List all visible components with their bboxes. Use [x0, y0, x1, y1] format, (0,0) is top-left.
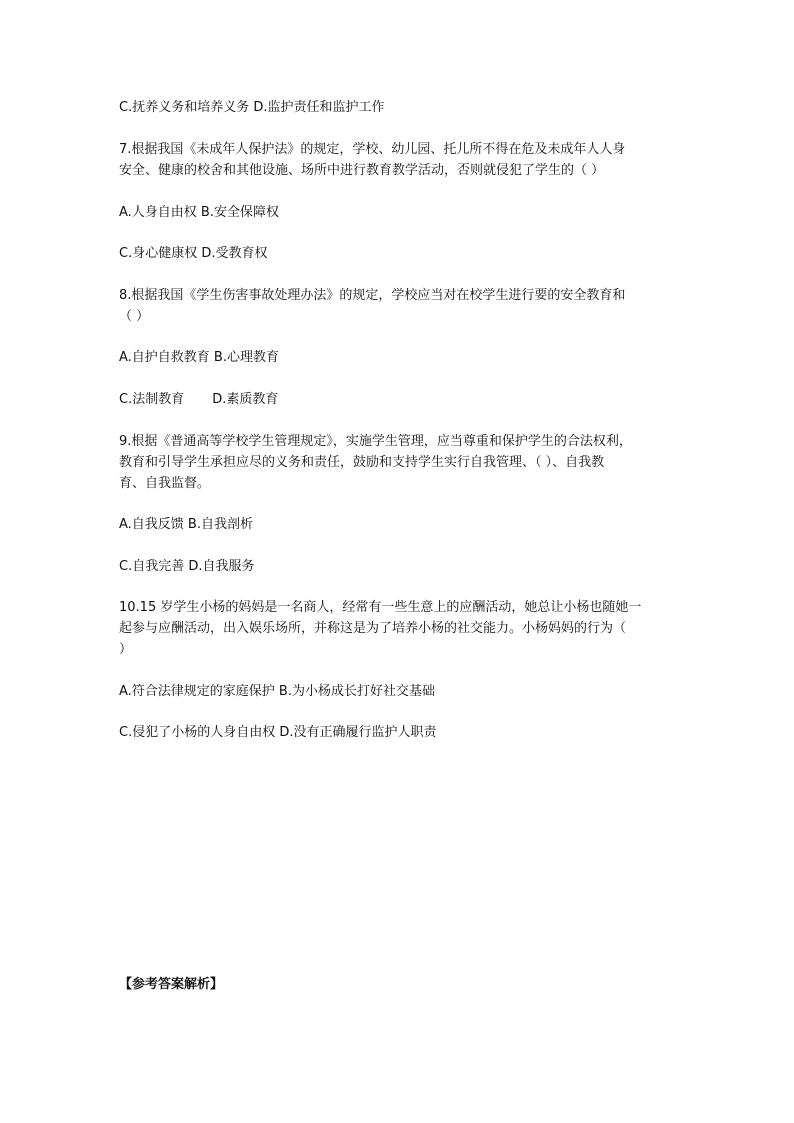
- q8-options-ab: A.自护自救教育 B.心理教育: [119, 350, 279, 365]
- q8-options-cd: [119, 389, 679, 410]
- q8-stem-line2: （ ）: [119, 309, 150, 324]
- q7-options-ab: A.人身自由权 B.安全保障权: [119, 205, 279, 220]
- q8-stem-line1: 8.根据我国《学生伤害事故处理办法》的规定，学校应当对在校学生进行要的安全教育和: [119, 288, 626, 303]
- q10-options-ab: A.符合法律规定的家庭保护 B.为小杨成长打好社交基础: [119, 684, 435, 699]
- q9-stem-line3: 育、自我监督。: [119, 476, 211, 491]
- q8-option-c: C.法制教育: [119, 392, 185, 407]
- q9-stem-line2: 教育和引导学生承担应尽的义务和责任，鼓励和支持学生实行自我管理、（ ）、自我教: [119, 455, 605, 470]
- q9-options-ab: A.自我反馈 B.自我剖析: [119, 517, 253, 532]
- q10-stem-line3: ）: [119, 642, 133, 657]
- q7-stem-line1: 7.根据我国《未成年人保护法》的规定，学校、幼儿园、托儿所不得在危及未成年人人身: [119, 142, 626, 157]
- answer-section-title: 【参考答案解析】: [119, 977, 224, 992]
- q10-stem-line2: 起参与应酬活动，出入娱乐场所，并称这是为了培养小杨的社交能力。小杨妈妈的行为（: [119, 621, 627, 636]
- q10-options-cd: C.侵犯了小杨的人身自由权 D.没有正确履行监护人职责: [119, 725, 437, 740]
- q7-stem-line2: 安全、健康的校舍和其他设施、场所中进行教育教学活动，否则就侵犯了学生的（ ）: [119, 163, 605, 178]
- q9-options-cd: C.自我完善 D.自我服务: [119, 559, 255, 574]
- q7-options-cd: C.身心健康权 D.受教育权: [119, 246, 268, 261]
- q6-options-cd: C.抚养义务和培养义务 D.监护责任和监护工作: [119, 100, 385, 115]
- q9-stem-line1: 9.根据《普通高等学校学生管理规定》，实施学生管理，应当尊重和保护学生的合法权利，: [119, 434, 632, 449]
- q8-option-d: D.素质教育: [212, 392, 279, 407]
- q10-stem-line1: 10.15 岁学生小杨的妈妈是一名商人，经常有一些生意上的应酬活动，她总让小杨也随她一: [119, 600, 642, 615]
